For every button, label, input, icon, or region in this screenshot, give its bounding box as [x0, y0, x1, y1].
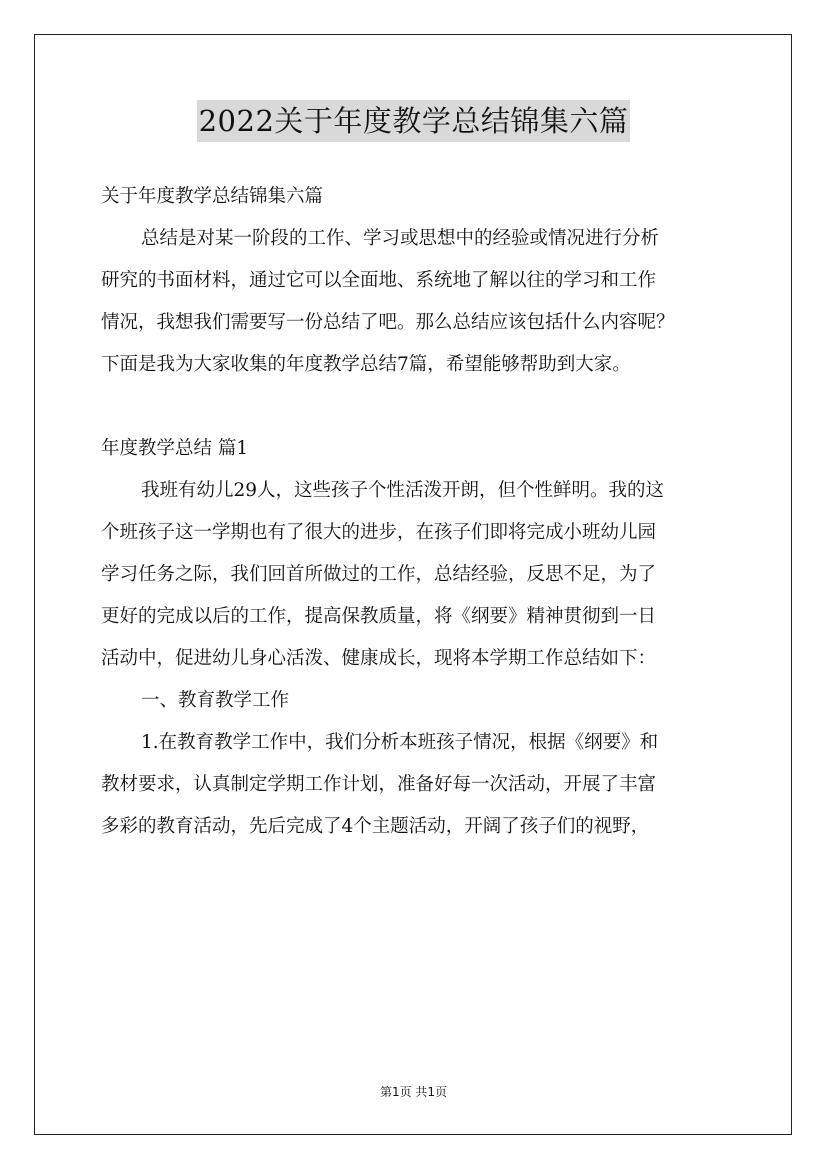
- page-footer: [0, 1084, 827, 1100]
- document-subtitle: 关于年度教学总结锦集六篇: [101, 186, 324, 207]
- paragraph-line: 教材要求，认真制定学期工作计划，准备好每一次活动，开展了丰富: [101, 774, 657, 795]
- section-heading: 年度教学总结 篇1: [101, 438, 249, 459]
- spacer: [101, 386, 731, 428]
- document-body: [101, 176, 731, 848]
- intro-line: 总结是对某一阶段的工作、学习或思想中的经验或情况进行分析: [141, 228, 660, 249]
- paragraph-line: 更好的完成以后的工作，提高保教质量，将《纲要》精神贯彻到一日: [101, 606, 657, 627]
- title-container: [0, 100, 827, 142]
- paragraph-line: 活动中，促进幼儿身心活泼、健康成长，现将本学期工作总结如下：: [101, 648, 657, 669]
- paragraph-line: 1.在教育教学工作中，我们分析本班孩子情况，根据《纲要》和: [141, 732, 659, 753]
- subheading: 一、教育教学工作: [141, 690, 290, 711]
- paragraph-line: 我班有幼儿29人，这些孩子个性活泼开朗，但个性鲜明。我的这: [141, 480, 665, 501]
- paragraph-line: 多彩的教育活动，先后完成了4个主题活动，开阔了孩子们的视野，: [101, 816, 650, 837]
- paragraph-line: 学习任务之际，我们回首所做过的工作，总结经验，反思不足，为了: [101, 564, 657, 585]
- intro-line: 研究的书面材料，通过它可以全面地、系统地了解以往的学习和工作: [101, 270, 657, 291]
- page-number-label: 第1页 共1页: [379, 1085, 448, 1099]
- intro-line: 下面是我为大家收集的年度教学总结7篇，希望能够帮助到大家。: [101, 354, 631, 375]
- intro-line: 情况，我想我们需要写一份总结了吧。那么总结应该包括什么内容呢？: [101, 312, 675, 333]
- paragraph-line: 个班孩子这一学期也有了很大的进步，在孩子们即将完成小班幼儿园: [101, 522, 657, 543]
- document-title: 2022关于年度教学总结锦集六篇: [197, 100, 631, 142]
